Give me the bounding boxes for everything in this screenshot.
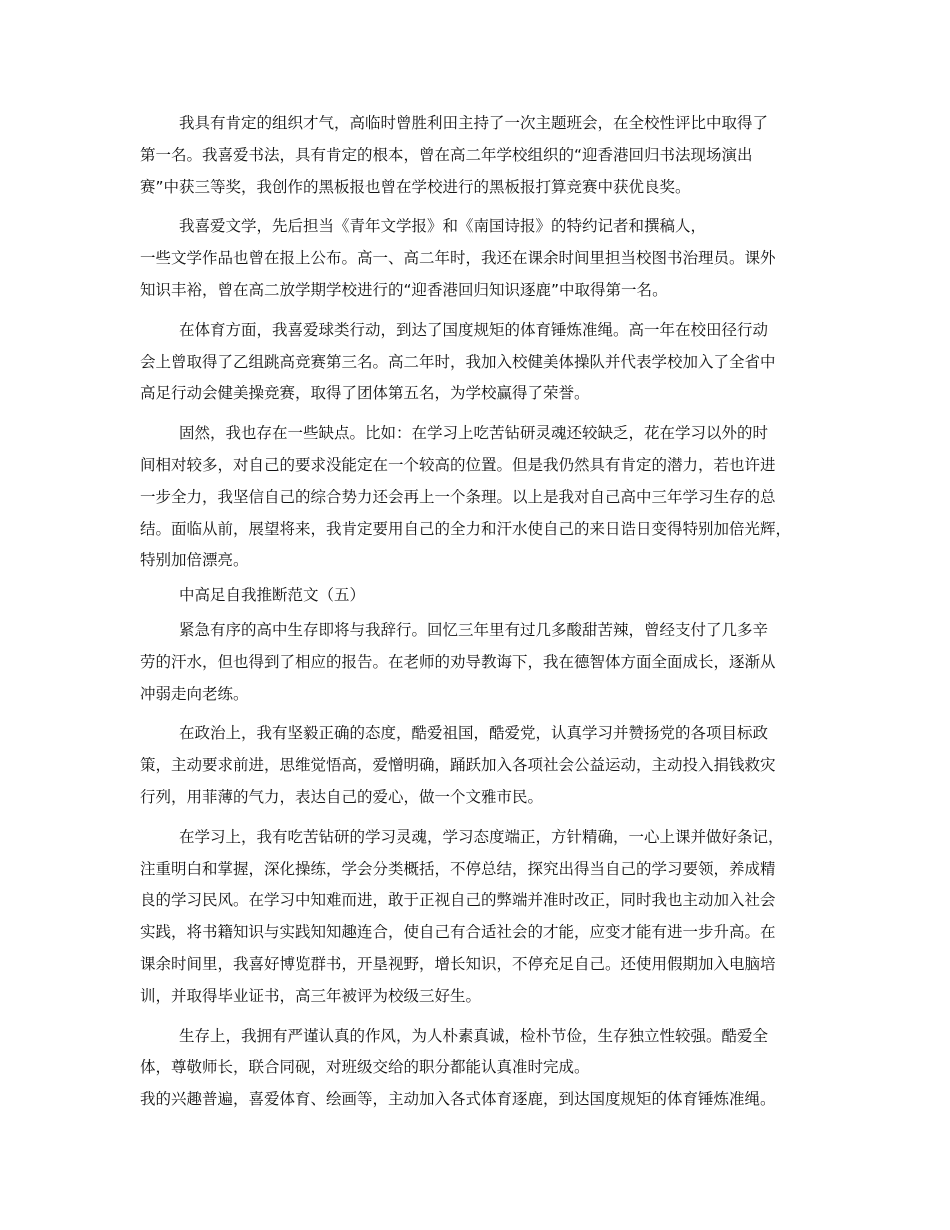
text-line: 一些文学作品也曾在报上公布。高一、高二年时，我还在课余时间里担当校图书治理员。课外 xyxy=(140,249,776,268)
text-line: 良的学习民风。在学习中知难而进，敢于正视自己的弊端并准时改正，同时我也主动加入社会 xyxy=(140,891,776,910)
paragraph-9 xyxy=(140,1021,814,1085)
paragraph-2 xyxy=(140,211,814,306)
paragraph-10 xyxy=(140,1084,814,1116)
text-line: 第一名。我喜爱书法，具有肯定的根本，曾在高二年学校组织的“迎香港回归书法现场演出 xyxy=(140,145,753,164)
text-line: 生存上，我拥有严谨认真的作风，为人朴素真诚，检朴节俭，生存独立性较强。酷爱全 xyxy=(179,1026,769,1045)
document-body xyxy=(140,108,814,1116)
paragraph-6 xyxy=(140,615,814,710)
paragraph-1 xyxy=(140,108,814,203)
text-line: 在体育方面，我喜爱球类行动，到达了国度规矩的体育锤炼准绳。高一年在校田径行动 xyxy=(179,320,769,339)
text-line: 紧急有序的高中生存即将与我辞行。回忆三年里有过几多酸甜苦辣，曾经支付了几多辛 xyxy=(179,620,769,639)
text-line: 间相对较多，对自己的要求没能定在一个较高的位置。但是我仍然具有肯定的潜力，若也许进 xyxy=(140,455,776,474)
text-line: 训，并取得毕业证书，高三年被评为校级三好生。 xyxy=(140,986,482,1005)
paragraph-8 xyxy=(140,822,814,1013)
paragraph-7 xyxy=(140,718,814,813)
text-line: 一步全力，我坚信自己的综合势力还会再上一个条理。以上是我对自己高中三年学习生存的总 xyxy=(140,487,776,506)
text-line: 策，主动要求前进，思维觉悟高，爱憎明确，踊跃加入各项社会公益运动，主动投入捐钱救灾 xyxy=(140,756,776,775)
text-line: 劳的汗水，但也得到了相应的报告。在老师的劝导教诲下，我在德智体方面全面成长，逐渐从 xyxy=(140,652,776,671)
text-line: 我具有肯定的组织才气，高临时曾胜利田主持了一次主题班会，在全校性评比中取得了 xyxy=(179,114,769,132)
text-line: 注重明白和掌握，深化操练，学会分类概括，不停总结，探究出得当自己的学习要领，养成精 xyxy=(140,859,776,878)
text-line: 特别加倍漂亮。 xyxy=(140,551,249,570)
section-heading xyxy=(140,580,814,612)
text-line: 体，尊敬师长，联合同砚，对班级交给的职分都能认真准时完成。 xyxy=(140,1058,590,1077)
text-line: 课余时间里，我喜好博览群书，开垦视野，增长知识，不停充足自己。还使用假期加入电脑培 xyxy=(140,954,776,973)
text-line: 知识丰裕，曾在高二放学期学校进行的“迎香港回归知识逐鹿”中取得第一名。 xyxy=(140,280,668,299)
text-line: 结。面临从前，展望将来，我肯定要用自己的全力和汗水使自己的来日诰日变得特别加倍光辉， xyxy=(140,519,792,538)
paragraph-3 xyxy=(140,315,814,410)
text-line: 会上曾取得了乙组跳高竞赛第三名。高二年时，我加入校健美体操队并代表学校加入了全省中 xyxy=(140,352,776,371)
text-line: 我喜爱文学，先后担当《青年文学报》和《南国诗报》的特约记者和撰稿人， xyxy=(179,217,707,236)
text-line: 高足行动会健美操竞赛，取得了团体第五名，为学校赢得了荣誉。 xyxy=(140,384,590,403)
heading-line: 中高足自我推断范文（五） xyxy=(179,586,366,605)
paragraph-4 xyxy=(140,418,814,577)
text-line: 行列，用菲薄的气力，表达自己的爱心，做一个文雅市民。 xyxy=(140,787,544,806)
text-line: 实践，将书籍知识与实践知知趣连合，使自己有合适社会的才能，应变才能有进一步升高。在 xyxy=(140,923,776,942)
text-line: 固然，我也存在一些缺点。比如：在学习上吃苦钻研灵魂还较缺乏，花在学习以外的时 xyxy=(179,424,769,443)
text-line: 赛”中获三等奖，我创作的黑板报也曾在学校进行的黑板报打算竞赛中获优良奖。 xyxy=(140,177,691,196)
text-line: 在学习上，我有吃苦钻研的学习灵魂，学习态度端正，方针精确，一心上课并做好条记， xyxy=(179,827,784,846)
text-line: 我的兴趣普遍，喜爱体育、绘画等，主动加入各式体育逐鹿，到达国度规矩的体育锤炼准绳。 xyxy=(140,1090,776,1109)
text-line: 在政治上，我有坚毅正确的态度，酷爱祖国，酷爱党，认真学习并赞扬党的各项目标政 xyxy=(179,724,769,743)
text-line: 冲弱走向老练。 xyxy=(140,684,249,703)
